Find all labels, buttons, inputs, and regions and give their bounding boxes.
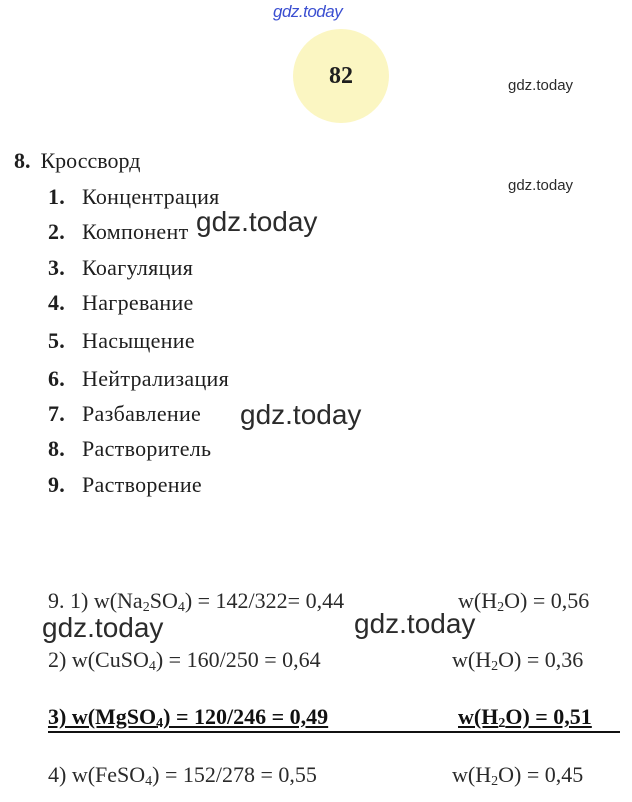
item-number: 7. [48,401,66,426]
item-number: 1. [48,184,66,209]
watermark: gdz.today [196,206,318,237]
equation-line-2: 2) w(CuSO$_4$) = 160/250 = 0,64 [48,647,321,674]
list-item [48,255,193,281]
watermark: gdz.today [240,399,362,430]
list-item [48,219,188,245]
water-fraction-4: $w(H_2O) = 0,45$ [452,762,584,789]
equation-line-1: 9. 1) $w(Na_2SO_4) = 142/322= 0,44$ [48,588,345,615]
item-word: Нагревание [82,290,194,315]
watermark: gdz.today [508,77,574,94]
task-title: Кроссворд [40,148,141,173]
water-fraction-3: $w(H_2O) = 0,51$ [458,704,592,731]
item-word: Насыщение [82,328,195,353]
task-number: 8. [14,148,31,173]
watermark: gdz.today [42,612,164,643]
item-word: Нейтрализация [82,366,230,391]
item-word: Компонент [82,219,189,244]
item-number: 9. [48,472,66,497]
list-item [48,328,195,354]
equation-line-4: 4) w(FeSO$_4$) = 152/278 = 0,55 [48,762,317,789]
water-fraction-2: $w(H_2O) = 0,36$ [452,647,584,674]
item-word: Концентрация [82,184,220,209]
list-item [48,401,201,427]
underline-rule [48,731,620,733]
list-item [48,366,229,392]
list-item [48,472,202,498]
item-number: 3. [48,255,66,280]
page-number: 82 [329,62,353,89]
equation-line-3: 3) w(MgSO$_4$) = 120/246 = 0,49 [48,704,329,731]
item-number: 8. [48,436,66,461]
item-number: 6. [48,366,66,391]
item-number: 2. [48,219,66,244]
item-number: 4. [48,290,66,315]
item-number: 5. [48,328,66,353]
watermark-top: gdz.today [273,2,343,21]
watermark: gdz.today [354,608,476,639]
watermark: gdz.today [508,177,574,194]
item-word: Растворитель [82,436,212,461]
list-item [48,290,194,316]
page-number-badge [293,29,389,123]
water-fraction-1: $w(H_2O) = 0,56$ [458,588,590,615]
list-item [48,436,211,462]
list-item [48,184,220,210]
item-word: Разбавление [82,401,202,426]
task-heading [14,148,140,174]
item-word: Растворение [82,472,202,497]
item-word: Коагуляция [82,255,194,280]
